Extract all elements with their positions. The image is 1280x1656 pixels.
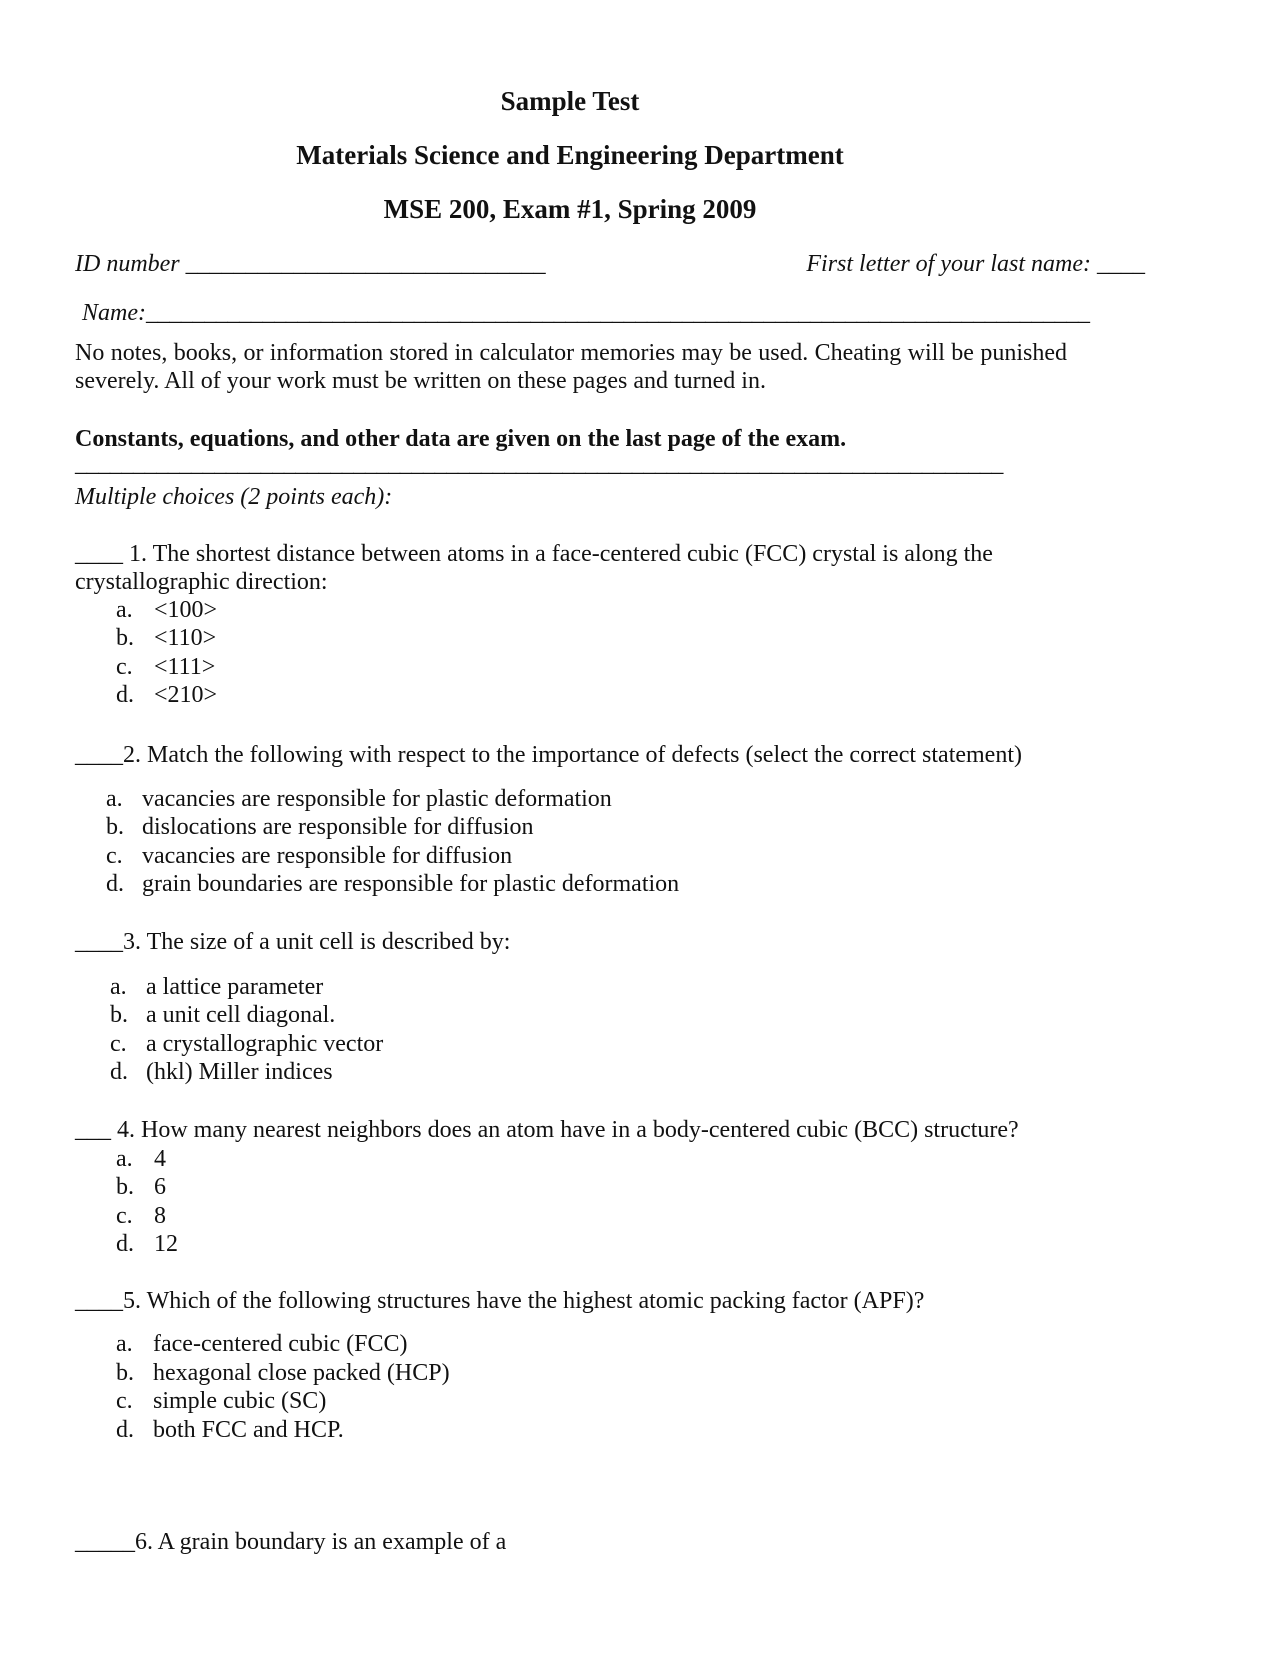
question-4-text: 4. How many nearest neighbors does an atom have in a body-centered cubic (BCC) structure?: [111, 1117, 1019, 1143]
option-letter: a.: [110, 974, 127, 1000]
option-letter: a.: [116, 1331, 133, 1357]
id-number-label-text: ID number: [75, 251, 180, 277]
option-text: 12: [154, 1231, 178, 1257]
option-letter: b.: [110, 1002, 128, 1028]
option-letter: d.: [110, 1059, 128, 1085]
first-letter-label: [806, 250, 1145, 278]
option-text: 6: [154, 1174, 166, 1200]
option-1a: [116, 596, 217, 624]
name-field[interactable]: _________________________________________________________________________________: [145, 300, 1090, 326]
option-text: dislocations are responsible for diffusion: [142, 814, 534, 840]
option-5d: [116, 1416, 344, 1444]
id-number-label: [75, 250, 546, 278]
question-1: [75, 540, 993, 568]
option-letter: a.: [116, 1146, 133, 1172]
name-row: [82, 299, 1090, 327]
first-letter-field[interactable]: ____: [1097, 251, 1145, 277]
option-1c: [116, 653, 215, 681]
name-label: Name:: [82, 300, 146, 326]
option-text: <100>: [154, 597, 218, 623]
option-letter: d.: [116, 1417, 134, 1443]
section-separator: ________________________________________________________________________________: [75, 451, 1004, 477]
option-letter: d.: [106, 871, 124, 897]
option-letter: d.: [116, 682, 134, 708]
option-2c: [106, 842, 512, 870]
answer-blank-6[interactable]: _____: [75, 1529, 135, 1555]
option-text: 4: [154, 1146, 166, 1172]
option-2a: [106, 785, 612, 813]
exam-title: Sample Test: [500, 86, 640, 116]
question-6-text: 6. A grain boundary is an example of a: [135, 1529, 507, 1555]
option-4b: [116, 1173, 166, 1201]
answer-blank-3[interactable]: ____: [75, 929, 123, 955]
option-2d: [106, 870, 679, 898]
option-letter: a.: [116, 597, 133, 623]
option-2b: [106, 813, 533, 841]
option-text: both FCC and HCP.: [153, 1417, 344, 1443]
department-title: Materials Science and Engineering Department: [296, 140, 844, 170]
option-4a: [116, 1145, 166, 1173]
answer-blank-5[interactable]: ____: [75, 1288, 123, 1314]
option-text: (hkl) Miller indices: [146, 1059, 333, 1085]
option-text: a crystallographic vector: [146, 1031, 384, 1057]
option-4c: [116, 1202, 166, 1230]
option-text: vacancies are responsible for diffusion: [142, 843, 513, 869]
constants-note: Constants, equations, and other data are given on the last page of the exam.: [75, 426, 847, 452]
option-letter: d.: [116, 1231, 134, 1257]
option-3b: [110, 1001, 335, 1029]
option-3c: [110, 1030, 383, 1058]
option-letter: c.: [106, 843, 123, 869]
answer-blank-1[interactable]: ____: [75, 541, 123, 567]
option-letter: c.: [116, 1388, 133, 1414]
option-text: 8: [154, 1203, 166, 1229]
question-4: [75, 1116, 1019, 1144]
option-text: a lattice parameter: [146, 974, 324, 1000]
option-5a: [116, 1330, 408, 1358]
course-title: MSE 200, Exam #1, Spring 2009: [383, 194, 757, 224]
option-text: face-centered cubic (FCC): [153, 1331, 408, 1357]
question-2: [75, 741, 1022, 769]
instructions-paragraph: No notes, books, or information stored in calculator memories may be used. Cheating will be punished severely. All of your work must be written on these pages and turned in.: [75, 340, 1067, 394]
option-letter: b.: [116, 1174, 134, 1200]
option-text: <210>: [154, 682, 218, 708]
question-2-text: 2. Match the following with respect to the importance of defects (select the correct statement): [123, 742, 1022, 768]
section-label: Multiple choices (2 points each):: [75, 484, 393, 510]
option-text: a unit cell diagonal.: [146, 1002, 336, 1028]
option-text: vacancies are responsible for plastic deformation: [142, 786, 612, 812]
option-5c: [116, 1387, 326, 1415]
id-number-field[interactable]: ______________________________: [185, 251, 546, 277]
question-6: [75, 1528, 506, 1556]
option-letter: c.: [110, 1031, 127, 1057]
question-5-text: 5. Which of the following structures have the highest atomic packing factor (APF)?: [123, 1288, 925, 1314]
option-5b: [116, 1359, 450, 1387]
answer-blank-4[interactable]: ___: [75, 1117, 111, 1143]
option-text: <111>: [154, 654, 216, 680]
question-3-text: 3. The size of a unit cell is described by:: [123, 929, 511, 955]
option-1b: [116, 624, 216, 652]
option-letter: b.: [116, 625, 134, 651]
question-5: [75, 1287, 924, 1315]
option-text: simple cubic (SC): [153, 1388, 327, 1414]
option-4d: [116, 1230, 178, 1258]
question-1-text: 1. The shortest distance between atoms in a face-centered cubic (FCC) crystal is along the: [123, 541, 993, 567]
question-1-text-cont: crystallographic direction:: [75, 569, 328, 595]
answer-blank-2[interactable]: ____: [75, 742, 123, 768]
option-letter: c.: [116, 654, 133, 680]
option-1d: [116, 681, 217, 709]
first-letter-label-text: First letter of your last name:: [806, 251, 1091, 277]
option-text: grain boundaries are responsible for plastic deformation: [142, 871, 680, 897]
option-letter: b.: [106, 814, 124, 840]
option-text: <110>: [154, 625, 217, 651]
question-3: [75, 928, 510, 956]
option-letter: c.: [116, 1203, 133, 1229]
option-3d: [110, 1058, 333, 1086]
option-letter: a.: [106, 786, 123, 812]
option-letter: b.: [116, 1360, 134, 1386]
option-text: hexagonal close packed (HCP): [153, 1360, 450, 1386]
option-3a: [110, 973, 323, 1001]
